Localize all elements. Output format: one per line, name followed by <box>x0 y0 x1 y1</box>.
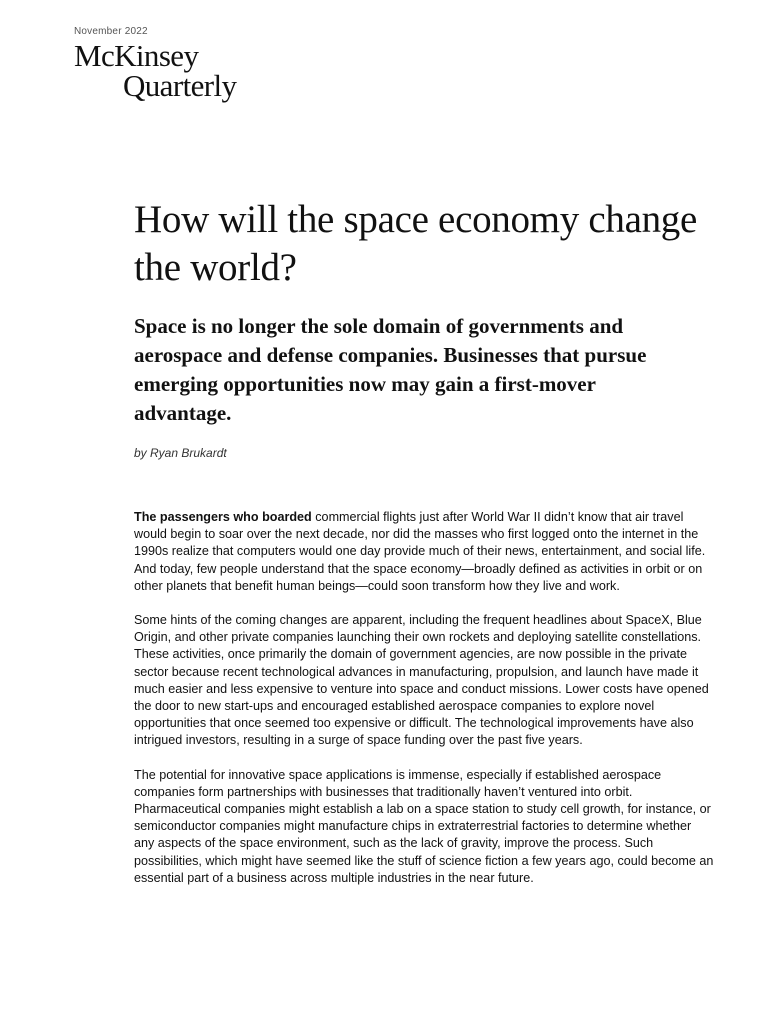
logo-line-mckinsey: McKinsey <box>74 38 199 73</box>
article-title: How will the space economy change the world? <box>134 198 697 289</box>
body-paragraph-1 <box>134 509 714 595</box>
article-subtitle: Space is no longer the sole domain of governments and aerospace and defense companies. Businesses that pursue emerging opportunities now may gain a first-mover advantage. <box>134 314 647 425</box>
mckinsey-quarterly-logo <box>74 38 237 103</box>
body-paragraph-3: The potential for innovative space applications is immense, especially if established aerospace companies form partnerships with businesses that traditionally haven’t ventured into orbit. Pharmaceutical companies might establish a lab on a space station to study cell growth, for instance, or semiconductor companies might manufacture chips in extraterrestrial factories to determine whether any aspects of the space environment, such as the lack of gravity, improve the process. Such possibilities, which might have seemed like the stuff of science fiction a few years ago, could become an essential part of a business across multiple industries in the near future. <box>134 767 714 885</box>
paragraph-1-text: commercial flights just after World War II didn’t know that air travel would begin to soar over the next decade, nor did the masses who first logged onto the internet in the 1990s realize that computers would one day provide much of their news, entertainment, and social life. And today, few people understand that the space economy—broadly defined as activities in orbit or on other planets that benefit human beings—could soon transform how they live and work. <box>134 510 706 593</box>
body-paragraph-2: Some hints of the coming changes are apparent, including the frequent headlines about SpaceX, Blue Origin, and other private companies launching their own rockets and deploying satellite constellations. These activities, once primarily the domain of government agencies, are now possible in the private sector because recent technological advances in manufacturing, propulsion, and launch have made it much easier and less expensive to venture into space and conduct missions. Lower costs have opened the door to new start-ups and encouraged established aerospace companies to explore novel opportunities that once seemed too expensive or difficult. The technological improvements have also intrigued investors, resulting in a surge of space funding over the past five years. <box>134 613 709 748</box>
paragraph-lead-in: The passengers who boarded <box>134 510 312 524</box>
article-header <box>134 196 724 460</box>
masthead <box>74 26 236 101</box>
article-byline: by Ryan Brukardt <box>134 446 227 460</box>
logo-line-quarterly: Quarterly <box>123 68 237 103</box>
article-body <box>134 509 714 904</box>
publication-date: November 2022 <box>74 26 148 37</box>
